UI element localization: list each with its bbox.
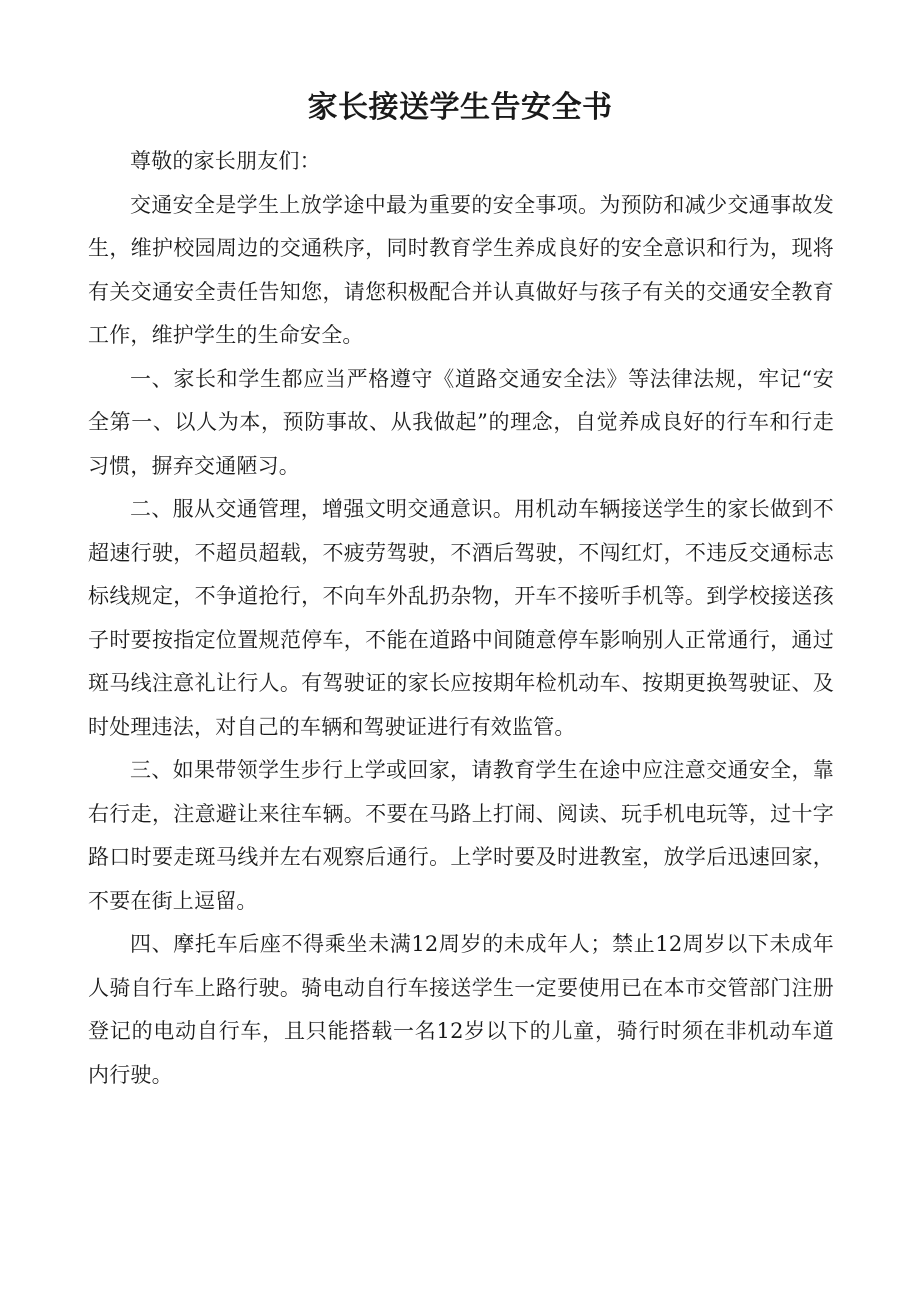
paragraph-item-3: 三、如果带领学生步行上学或回家，请教育学生在途中应注意交通安全，靠右行走，注意避让来往车辆。不要在马路上打闹、阅读、玩手机电玩等，过十字路口时要走斑马线并左右观察后通行。上学时要及时进教室，放学后迅速回家，不要在街上逗留。 (88, 758, 834, 913)
document-title: 家长接送学生告安全书 (307, 90, 613, 125)
paragraph-item-1: 一、家长和学生都应当严格遵守《道路交通安全法》等法律法规，牢记“安全第一、以人为本，预防事故、从我做起”的理念，自觉养成良好的行车和行走习惯，摒弃交通陋习。 (88, 366, 834, 478)
salutation: 尊敬的家长朋友们： (130, 149, 321, 173)
paragraph-intro: 交通安全是学生上放学途中最为重要的安全事项。为预防和减少交通事故发生，维护校园周边的交通秩序，同时教育学生养成良好的安全意识和行为，现将有关交通安全责任告知您，请您积极配合并认真做好与孩子有关的交通安全教育工作，维护学生的生命安全。 (88, 192, 834, 347)
document-body (88, 140, 834, 1097)
paragraph-item-2: 二、服从交通管理，增强文明交通意识。用机动车辆接送学生的家长做到不超速行驶，不超员超载，不疲劳驾驶，不酒后驾驶，不闯红灯，不违反交通标志标线规定，不争道抢行，不向车外乱扔杂物，开车不接听手机等。到学校接送孩子时要按指定位置规范停车，不能在道路中间随意停车影响别人正常通行，通过斑马线注意礼让行人。有驾驶证的家长应按期年检机动车、按期更换驾驶证、及时处理违法，对自己的车辆和驾驶证进行有效监管。 (88, 497, 834, 739)
paragraph-item-4: 四、摩托车后座不得乘坐未满12周岁的未成年人；禁止12周岁以下未成年人骑自行车上路行驶。骑电动自行车接送学生一定要使用已在本市交管部门注册登记的电动自行车，且只能搭载一名12岁以下的儿童，骑行时须在非机动车道内行驶。 (88, 932, 834, 1087)
